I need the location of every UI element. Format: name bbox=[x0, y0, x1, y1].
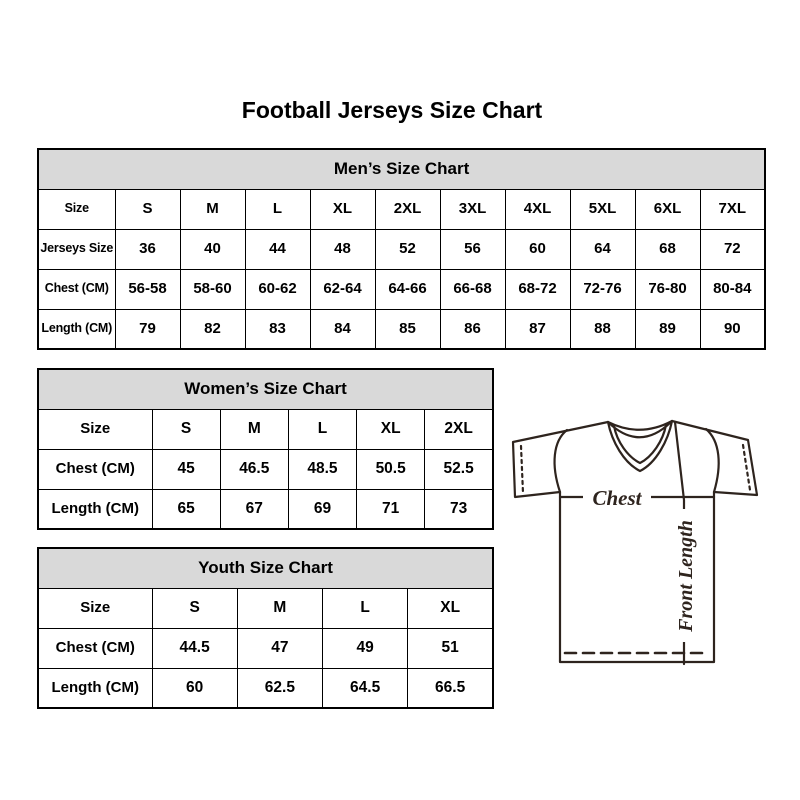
womens-chart-title: Women’s Size Chart bbox=[38, 369, 493, 409]
table-cell: 79 bbox=[115, 309, 180, 349]
table-cell: 65 bbox=[152, 489, 220, 529]
table-cell: 64.5 bbox=[323, 668, 408, 708]
row-label: Length (CM) bbox=[38, 668, 152, 708]
table-cell: 72-76 bbox=[570, 269, 635, 309]
table-row bbox=[38, 588, 493, 628]
womens-size-chart-table bbox=[37, 368, 494, 530]
table-cell: M bbox=[180, 189, 245, 229]
row-label: Chest (CM) bbox=[38, 628, 152, 668]
jersey-left-armhole-seam bbox=[555, 430, 567, 492]
table-row bbox=[38, 309, 765, 349]
table-row bbox=[38, 628, 493, 668]
table-cell: 5XL bbox=[570, 189, 635, 229]
table-cell: 49 bbox=[323, 628, 408, 668]
table-cell: 88 bbox=[570, 309, 635, 349]
table-cell: 58-60 bbox=[180, 269, 245, 309]
table-cell: 68 bbox=[635, 229, 700, 269]
row-label: Jerseys Size bbox=[38, 229, 115, 269]
table-row bbox=[38, 489, 493, 529]
mens-header-row bbox=[38, 149, 765, 189]
table-cell: 82 bbox=[180, 309, 245, 349]
row-label: Size bbox=[38, 588, 152, 628]
table-cell: 6XL bbox=[635, 189, 700, 229]
mens-size-chart-table bbox=[37, 148, 766, 350]
table-cell: 71 bbox=[357, 489, 425, 529]
table-row bbox=[38, 409, 493, 449]
table-cell: 76-80 bbox=[635, 269, 700, 309]
table-cell: 51 bbox=[408, 628, 493, 668]
youth-chart-title: Youth Size Chart bbox=[38, 548, 493, 588]
mens-chart-title: Men’s Size Chart bbox=[38, 149, 765, 189]
table-cell: XL bbox=[310, 189, 375, 229]
table-row bbox=[38, 189, 765, 229]
table-cell: 85 bbox=[375, 309, 440, 349]
table-cell: 44.5 bbox=[152, 628, 237, 668]
youth-size-chart-table bbox=[37, 547, 494, 709]
table-row bbox=[38, 449, 493, 489]
table-cell: 84 bbox=[310, 309, 375, 349]
table-cell: 52.5 bbox=[425, 449, 493, 489]
table-cell: L bbox=[323, 588, 408, 628]
table-cell: 47 bbox=[237, 628, 322, 668]
table-cell: 86 bbox=[440, 309, 505, 349]
table-cell: 48 bbox=[310, 229, 375, 269]
table-row bbox=[38, 269, 765, 309]
jersey-right-sleeve bbox=[672, 421, 757, 495]
table-cell: 66.5 bbox=[408, 668, 493, 708]
table-cell: 87 bbox=[505, 309, 570, 349]
table-cell: 52 bbox=[375, 229, 440, 269]
table-cell: 44 bbox=[245, 229, 310, 269]
table-cell: 2XL bbox=[375, 189, 440, 229]
table-cell: 68-72 bbox=[505, 269, 570, 309]
row-label: Chest (CM) bbox=[38, 269, 115, 309]
row-label: Length (CM) bbox=[38, 309, 115, 349]
table-cell: 64 bbox=[570, 229, 635, 269]
table-cell: XL bbox=[357, 409, 425, 449]
table-cell: L bbox=[288, 409, 356, 449]
table-cell: 83 bbox=[245, 309, 310, 349]
row-label: Chest (CM) bbox=[38, 449, 152, 489]
table-cell: 56-58 bbox=[115, 269, 180, 309]
table-cell: 89 bbox=[635, 309, 700, 349]
table-cell: 45 bbox=[152, 449, 220, 489]
table-cell: 64-66 bbox=[375, 269, 440, 309]
table-cell: S bbox=[152, 409, 220, 449]
table-cell: S bbox=[152, 588, 237, 628]
jersey-left-cuff-stitch bbox=[521, 446, 523, 493]
table-cell: 69 bbox=[288, 489, 356, 529]
table-cell: 40 bbox=[180, 229, 245, 269]
table-cell: 62-64 bbox=[310, 269, 375, 309]
table-cell: L bbox=[245, 189, 310, 229]
row-label: Size bbox=[38, 409, 152, 449]
table-cell: 66-68 bbox=[440, 269, 505, 309]
table-cell: S bbox=[115, 189, 180, 229]
table-cell: 36 bbox=[115, 229, 180, 269]
table-cell: 3XL bbox=[440, 189, 505, 229]
table-cell: 56 bbox=[440, 229, 505, 269]
chest-label: Chest bbox=[592, 486, 642, 510]
page-title: Football Jerseys Size Chart bbox=[241, 97, 543, 123]
table-cell: 60 bbox=[152, 668, 237, 708]
table-cell: M bbox=[220, 409, 288, 449]
front-length-label: Front Length bbox=[675, 520, 697, 632]
table-cell: 7XL bbox=[700, 189, 765, 229]
table-cell: 60-62 bbox=[245, 269, 310, 309]
jersey-right-armhole-seam bbox=[706, 429, 719, 492]
table-cell: 67 bbox=[220, 489, 288, 529]
table-cell: 60 bbox=[505, 229, 570, 269]
table-cell: XL bbox=[408, 588, 493, 628]
row-label: Size bbox=[38, 189, 115, 229]
table-cell: 2XL bbox=[425, 409, 493, 449]
table-cell: 62.5 bbox=[237, 668, 322, 708]
table-cell: 48.5 bbox=[288, 449, 356, 489]
table-cell: 80-84 bbox=[700, 269, 765, 309]
table-cell: 72 bbox=[700, 229, 765, 269]
womens-header-row bbox=[38, 369, 493, 409]
row-label: Length (CM) bbox=[38, 489, 152, 529]
table-cell: 46.5 bbox=[220, 449, 288, 489]
table-cell: 73 bbox=[425, 489, 493, 529]
jersey-measurement-diagram bbox=[505, 405, 767, 667]
table-cell: 90 bbox=[700, 309, 765, 349]
table-row bbox=[38, 668, 493, 708]
table-row bbox=[38, 229, 765, 269]
table-cell: 50.5 bbox=[357, 449, 425, 489]
table-cell: M bbox=[237, 588, 322, 628]
youth-header-row bbox=[38, 548, 493, 588]
table-cell: 4XL bbox=[505, 189, 570, 229]
